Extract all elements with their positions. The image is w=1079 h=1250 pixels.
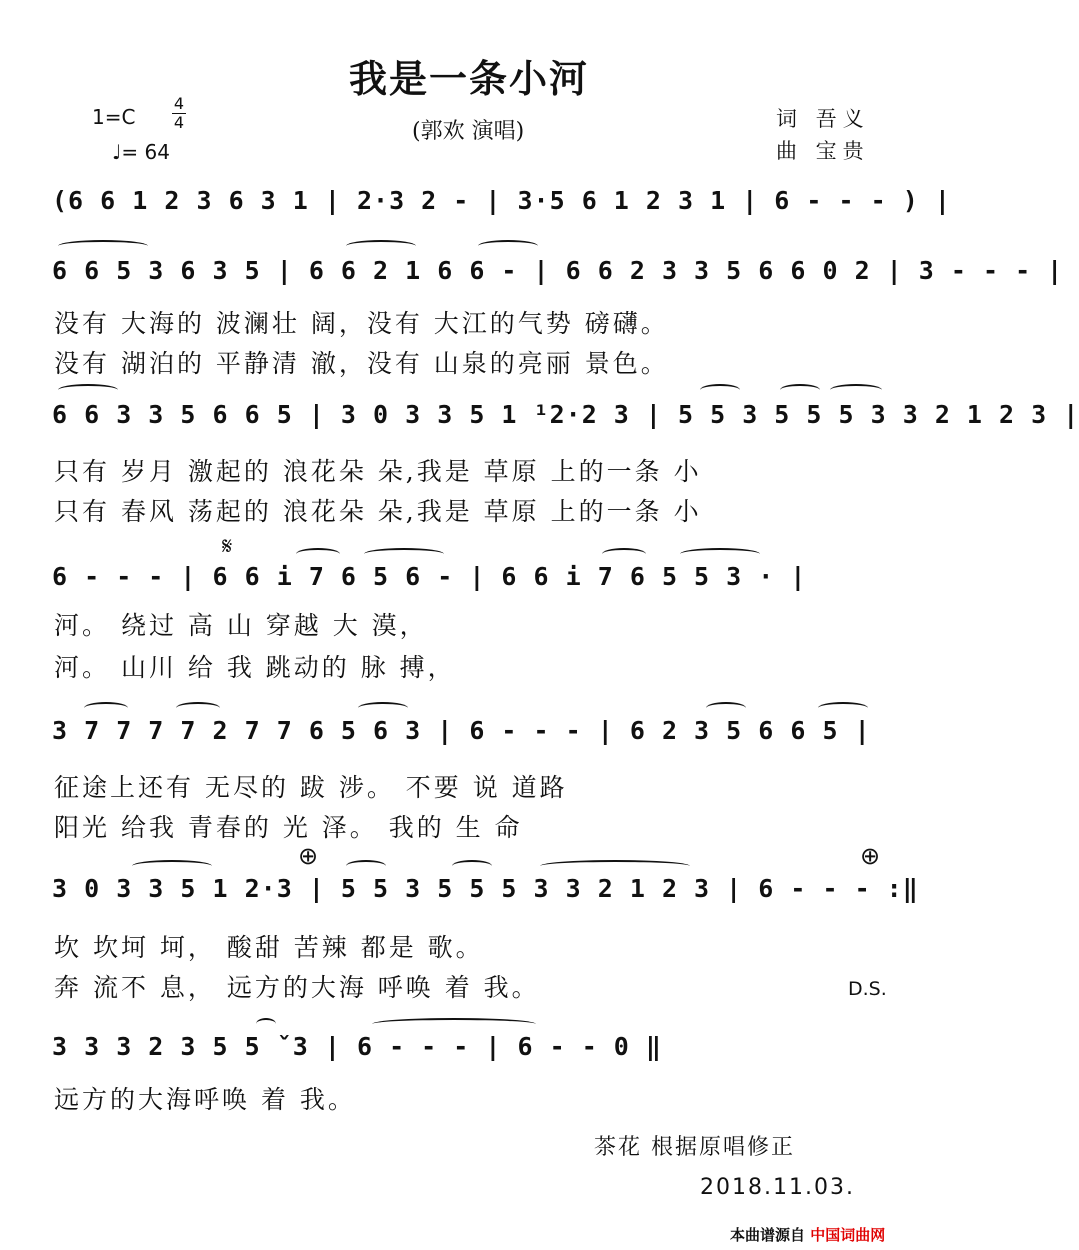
slur [830, 384, 882, 396]
staff-line-6: 3 0 3 3 5 1 2·3 | 5 5 3 5 5 5 3 3 2 1 2 3 | 6 - - - :‖ [52, 874, 919, 903]
lyric-line-3-verse-2: 只有 春风 荡起的 浪花朵 朵,我是 草原 上的一条 小 [54, 497, 702, 526]
fermata [256, 1018, 276, 1030]
slur [478, 240, 538, 252]
lyric-line-4-verse-2: 河。 山川 给 我 跳动的 脉 搏， [54, 653, 456, 682]
slur [296, 548, 340, 560]
lyric-line-6-verse-2: 奔 流不 息， 远方的大海 呼唤 着 我。 [54, 973, 540, 1002]
lyric-line-7: 远方的大海呼唤 着 我。 [54, 1085, 356, 1114]
slur [84, 702, 128, 714]
slur [346, 240, 416, 252]
arranger-note: 茶花 根据原唱修正 [594, 1135, 795, 1160]
lyric-line-6-verse-1: 坎 坎坷 坷， 酸甜 苦辣 都是 歌。 [54, 933, 484, 962]
slur [602, 548, 646, 560]
lyricist-credit: 词 吾义 [776, 107, 870, 131]
source-label: 本曲谱源自 [730, 1226, 806, 1244]
slur [58, 240, 148, 252]
staff-line-7: 3 3 3 2 3 5 5 ˇ3 | 6 - - - | 6 - - 0 ‖ [52, 1032, 662, 1061]
slur [364, 548, 444, 560]
slur [706, 702, 746, 714]
tie [372, 1018, 536, 1030]
lyric-line-5-verse-2: 阳光 给我 青春的 光 泽。 我的 生 命 [54, 813, 523, 842]
slur [680, 548, 760, 560]
lyric-line-5-verse-1: 征途上还有 无尽的 跋 涉。 不要 说 道路 [54, 773, 568, 802]
time-top: 4 [173, 94, 185, 113]
tempo-marking: ♩= 64 [112, 140, 170, 164]
slur [132, 860, 212, 872]
time-bottom: 4 [173, 113, 185, 132]
singer-credit: (郭欢 演唱) [412, 119, 525, 144]
coda-mark-end: ⊕ [860, 842, 881, 870]
time-signature [172, 96, 186, 131]
segno-mark: 𝄋 [222, 532, 233, 560]
staff-line-2: 6 6 5 3 6 3 5 | 6 6 2 1 6 6 - | 6 6 2 3 3 5 6 6 0 2 | 3 - - - | [52, 256, 1064, 285]
slur [540, 860, 690, 872]
staff-line-5: 3 7 7 7 7 2 7 7 6 5 6 3 | 6 - - - | 6 2 3 5 6 6 5 | [52, 716, 871, 745]
slur [700, 384, 740, 396]
slur [346, 860, 386, 872]
source-site-link[interactable]: 中国词曲网 [810, 1226, 886, 1244]
lyric-line-3-verse-1: 只有 岁月 激起的 浪花朵 朵,我是 草原 上的一条 小 [54, 457, 702, 486]
staff-line-1: (6 6 1 2 3 6 3 1 | 2·3 2 - | 3·5 6 1 2 3 1 | 6 - - - ) | [52, 186, 951, 215]
dal-segno-mark: D.S. [848, 978, 887, 1000]
staff-line-3: 6 6 3 3 5 6 6 5 | 3 0 3 3 5 1 ¹2·2 3 | 5 5 3 5 5 5 3 3 2 1 2 3 | [52, 400, 1079, 429]
slur [452, 860, 492, 872]
slur [176, 702, 220, 714]
slur [818, 702, 868, 714]
composer-credit: 曲 宝贵 [776, 139, 870, 163]
coda-mark: ⊕ [298, 842, 319, 870]
lyric-line-4-verse-1: 河。 绕过 高 山 穿越 大 漠， [54, 611, 428, 640]
slur [358, 702, 408, 714]
arrangement-date: 2018.11.03. [700, 1175, 855, 1200]
key-signature: 1=C [92, 105, 136, 129]
lyric-line-2-verse-2: 没有 湖泊的 平静清 澈，没有 山泉的亮丽 景色。 [54, 349, 669, 378]
song-title: 我是一条小河 [348, 56, 589, 101]
lyric-line-2-verse-1: 没有 大海的 波澜壮 阔，没有 大江的气势 磅礴。 [54, 309, 669, 338]
slur [780, 384, 820, 396]
source-attribution [730, 1224, 885, 1245]
staff-line-4: 6 - - - | 6 6 i 7 6 5 6 - | 6 6 i 7 6 5 5 3 · | [52, 562, 807, 591]
slur [58, 384, 118, 396]
